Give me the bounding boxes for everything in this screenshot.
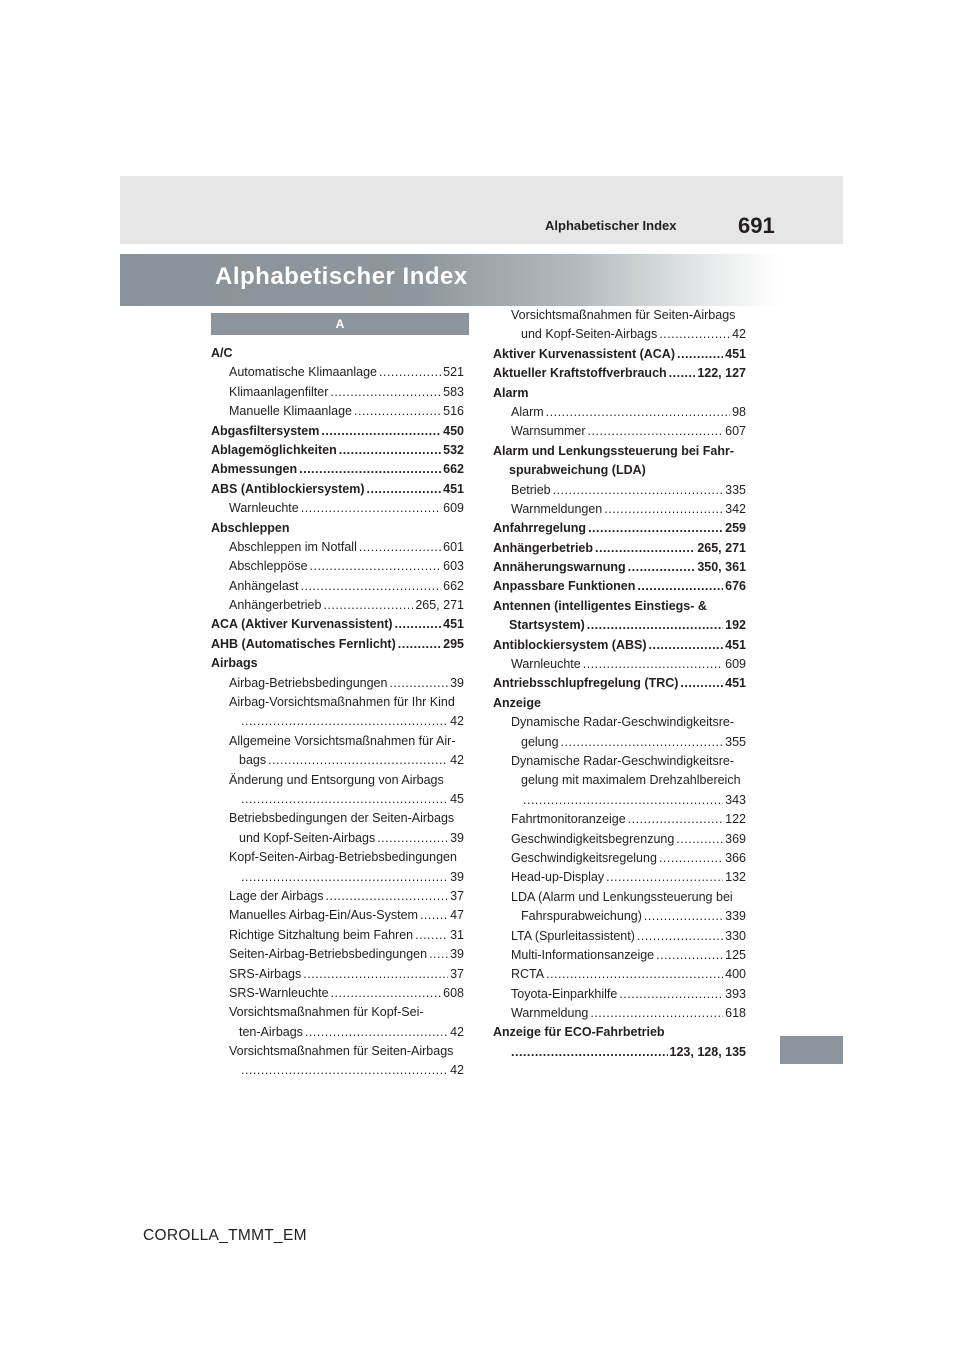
index-entry-page[interactable]: 450 — [443, 423, 464, 438]
index-entry-text: Vorsichtsmaßnahmen für Seiten-Airbags — [511, 308, 736, 322]
index-entry — [493, 1023, 746, 1042]
index-entry-text: Abschleppen — [211, 520, 290, 535]
index-entry — [211, 887, 464, 906]
index-entry-page[interactable]: 451 — [443, 481, 464, 496]
dot-leader — [649, 636, 724, 655]
dot-leader — [644, 907, 723, 926]
dot-leader — [606, 868, 723, 887]
index-entry-text: Geschwindigkeitsbegrenzung — [511, 831, 675, 846]
index-entry-page[interactable]: 42 — [450, 1063, 464, 1078]
index-entry — [493, 907, 746, 926]
index-entry-page[interactable]: 662 — [443, 578, 464, 593]
index-entry-text: Warnsummer — [511, 424, 586, 439]
dot-leader — [588, 519, 723, 538]
dot-leader — [398, 635, 441, 654]
index-entry — [493, 597, 746, 616]
index-entry-text: Alarm und Lenkungssteuerung bei Fahr- — [493, 443, 734, 458]
index-entry-page[interactable]: 583 — [443, 384, 464, 399]
index-entry-page[interactable]: 451 — [725, 676, 746, 691]
index-entry-text: Lage der Airbags — [229, 888, 324, 903]
index-entry-text: Abschleppöse — [229, 559, 308, 574]
dot-leader — [590, 1004, 723, 1023]
dot-leader — [553, 481, 724, 500]
index-entry-text: Antiblockiersystem (ABS) — [493, 637, 647, 652]
index-entry — [211, 809, 464, 828]
dot-leader — [301, 577, 442, 596]
index-entry — [493, 868, 746, 887]
dot-leader — [305, 1023, 448, 1042]
index-entry — [211, 906, 464, 925]
index-entry — [211, 771, 464, 790]
index-entry — [493, 1043, 746, 1062]
index-entry — [211, 945, 464, 964]
index-entry — [493, 325, 746, 344]
index-entry — [493, 519, 746, 538]
index-entry-page[interactable]: 339 — [725, 909, 746, 924]
index-entry — [211, 965, 464, 984]
index-entry-text: und Kopf-Seiten-Airbags — [239, 830, 376, 845]
index-entry-text: bags — [239, 753, 267, 768]
header-section-title: Alphabetischer Index — [545, 218, 677, 233]
index-entry-text: Warnmeldungen — [511, 501, 603, 516]
dot-leader — [546, 403, 730, 422]
index-entry — [211, 441, 464, 460]
page-title: Alphabetischer Index — [215, 263, 468, 290]
dot-leader — [310, 557, 442, 576]
index-entry — [493, 752, 746, 771]
dot-leader — [395, 615, 442, 634]
dot-leader — [546, 965, 723, 984]
index-entry — [493, 558, 746, 577]
index-entry-text: Head-up-Display — [511, 870, 605, 885]
index-entry-page[interactable]: 618 — [725, 1006, 746, 1021]
dot-leader — [511, 1043, 668, 1062]
index-entry-page[interactable]: 603 — [443, 559, 464, 574]
index-entry-text: Dynamische Radar-Geschwindigkeitsre- — [511, 753, 734, 768]
index-entry-text: ACA (Aktiver Kurvenassistent) — [211, 617, 393, 632]
index-entry — [211, 615, 464, 634]
index-entry-text: Warnmeldung — [511, 1006, 589, 1021]
index-entry-text: Fahrspurabweichung) — [521, 909, 642, 924]
index-entry-text: Allgemeine Vorsichtsmaßnahmen für Air- — [229, 733, 456, 748]
index-entry — [493, 965, 746, 984]
index-entry — [493, 771, 746, 790]
index-entry-text: Betriebsbedingungen der Seiten-Airbags — [229, 811, 455, 826]
index-entry-text: Airbags — [211, 656, 258, 671]
index-entry — [493, 539, 746, 558]
index-entry — [211, 635, 464, 654]
index-entry-text: Seiten-Airbag-Betriebsbedingungen — [229, 947, 428, 962]
dot-leader — [676, 830, 723, 849]
index-entry-text: Abgasfiltersystem — [211, 423, 320, 438]
dot-leader — [301, 499, 441, 518]
index-entry-page[interactable]: 125 — [725, 947, 746, 962]
index-entry-page[interactable]: 609 — [443, 501, 464, 516]
dot-leader — [561, 733, 724, 752]
index-entry-text: Annäherungswarnung — [493, 560, 626, 575]
index-entry — [211, 790, 464, 809]
dot-leader — [628, 810, 723, 829]
dot-leader — [659, 849, 723, 868]
index-entry-page[interactable]: 451 — [725, 637, 746, 652]
index-entry-text: Manuelles Airbag-Ein/Aus-System — [229, 908, 418, 923]
index-entry-page[interactable]: 265, 271 — [697, 540, 746, 555]
index-entry-text: Warnleuchte — [229, 501, 299, 516]
index-entry — [493, 830, 746, 849]
index-entry — [211, 519, 464, 538]
index-entry-page[interactable]: 516 — [443, 404, 464, 419]
dot-leader — [389, 674, 448, 693]
dot-leader — [677, 345, 723, 364]
dot-leader — [339, 441, 441, 460]
index-entry-text: Anzeige — [493, 695, 541, 710]
index-entry — [211, 344, 464, 363]
index-entry-page[interactable]: 335 — [725, 482, 746, 497]
index-entry — [211, 712, 464, 731]
index-entry-text: Antennen (intelligentes Einstiegs- & — [493, 598, 707, 613]
index-entry — [211, 577, 464, 596]
index-entry-text: Anzeige für ECO-Fahrbetrieb — [493, 1025, 665, 1040]
index-column-left — [211, 344, 464, 1081]
chapter-tab — [780, 1036, 843, 1064]
index-entry-text: AHB (Automatisches Fernlicht) — [211, 636, 396, 651]
index-entry-text: Anpassbare Funktionen — [493, 579, 636, 594]
index-entry — [211, 422, 464, 441]
index-entry — [211, 654, 464, 673]
index-entry — [211, 868, 464, 887]
index-entry-text: LTA (Spurleitassistent) — [511, 928, 635, 943]
index-entry — [211, 1023, 464, 1042]
index-entry-text: Klimaanlagenfilter — [229, 384, 329, 399]
index-entry-page[interactable]: 31 — [450, 927, 464, 942]
dot-leader — [241, 790, 448, 809]
index-entry-page[interactable]: 601 — [443, 539, 464, 554]
index-entry — [211, 1042, 464, 1061]
dot-leader — [359, 538, 441, 557]
index-entry — [211, 363, 464, 382]
index-entry — [493, 694, 746, 713]
index-entry — [493, 306, 746, 325]
index-entry — [493, 500, 746, 519]
index-entry — [493, 849, 746, 868]
index-entry-text: Vorsichtsmaßnahmen für Kopf-Sei- — [229, 1005, 424, 1020]
index-entry — [493, 345, 746, 364]
index-entry — [493, 461, 746, 480]
index-entry — [493, 713, 746, 732]
index-entry — [211, 732, 464, 751]
dot-leader — [303, 965, 448, 984]
title-band — [120, 254, 780, 306]
index-entry-page[interactable]: 369 — [725, 831, 746, 846]
index-entry-page[interactable]: 123, 128, 135 — [669, 1044, 746, 1059]
index-entry-page[interactable]: 42 — [450, 1024, 464, 1039]
index-entry-text: und Kopf-Seiten-Airbags — [521, 327, 658, 342]
index-entry-text: RCTA — [511, 967, 545, 982]
index-entry-page[interactable]: 295 — [443, 636, 464, 651]
dot-leader — [669, 364, 696, 383]
index-entry-text: ten-Airbags — [239, 1024, 303, 1039]
dot-leader — [420, 906, 448, 925]
dot-leader — [587, 616, 723, 635]
index-entry — [211, 751, 464, 770]
index-entry — [211, 480, 464, 499]
index-entry-page[interactable]: 355 — [725, 734, 746, 749]
dot-leader — [595, 539, 695, 558]
index-entry — [493, 481, 746, 500]
index-entry-text: Alarm — [511, 404, 544, 419]
index-entry-text: gelung — [521, 734, 559, 749]
index-entry-text: Multi-Informationsanzeige — [511, 947, 655, 962]
index-entry-page[interactable]: 42 — [732, 327, 746, 342]
index-entry-text: Manuelle Klimaanlage — [229, 404, 352, 419]
index-entry-page[interactable]: 122, 127 — [697, 366, 746, 381]
index-entry — [493, 1004, 746, 1023]
index-entry — [211, 984, 464, 1003]
footer-doc-code: COROLLA_TMMT_EM — [143, 1227, 307, 1244]
letter-section-header: A — [211, 313, 469, 335]
index-entry-text: ABS (Antiblockiersystem) — [211, 481, 365, 496]
index-entry-text: Anhängelast — [229, 578, 299, 593]
index-entry-page[interactable]: 608 — [443, 985, 464, 1000]
index-entry — [211, 674, 464, 693]
index-entry-page[interactable]: 366 — [725, 850, 746, 865]
dot-leader — [637, 927, 723, 946]
index-entry — [211, 557, 464, 576]
index-entry-page[interactable]: 39 — [450, 830, 464, 845]
index-entry-page[interactable]: 37 — [450, 888, 464, 903]
index-entry-text: Vorsichtsmaßnahmen für Seiten-Airbags — [229, 1044, 454, 1059]
index-entry-page[interactable]: 45 — [450, 791, 464, 806]
index-entry — [493, 577, 746, 596]
dot-leader — [241, 868, 448, 887]
index-entry — [211, 1061, 464, 1080]
dot-leader — [523, 791, 723, 810]
header-bar — [120, 176, 843, 244]
index-entry-text: SRS-Warnleuchte — [229, 985, 329, 1000]
index-entry-page[interactable]: 532 — [443, 442, 464, 457]
dot-leader — [604, 500, 723, 519]
index-entry-page[interactable]: 39 — [450, 947, 464, 962]
dot-leader — [299, 460, 441, 479]
index-entry-page[interactable]: 98 — [732, 404, 746, 419]
index-entry-text: Antriebsschlupfregelung (TRC) — [493, 676, 679, 691]
dot-leader — [659, 325, 730, 344]
page-number: 691 — [738, 213, 775, 238]
dot-leader — [323, 596, 413, 615]
index-entry-text: Dynamische Radar-Geschwindigkeitsre- — [511, 715, 734, 730]
dot-leader — [331, 984, 442, 1003]
index-entry — [493, 810, 746, 829]
index-entry-text: Anhängerbetrieb — [229, 598, 322, 613]
index-entry-page[interactable]: 451 — [725, 346, 746, 361]
index-entry — [493, 422, 746, 441]
index-entry-text: Airbag-Betriebsbedingungen — [229, 675, 388, 690]
index-entry-text: Ablagemöglichkeiten — [211, 442, 337, 457]
dot-leader — [628, 558, 696, 577]
index-entry-page[interactable]: 330 — [725, 928, 746, 943]
index-entry-text: gelung mit maximalem Drehzahlbereich — [521, 773, 741, 788]
index-entry-text: LDA (Alarm und Lenkungssteuerung bei — [511, 889, 733, 904]
dot-leader — [321, 422, 441, 441]
index-entry-text: Warnleuchte — [511, 657, 581, 672]
index-column-right — [493, 306, 746, 1062]
index-entry-text: Automatische Klimaanlage — [229, 365, 377, 380]
index-entry-page[interactable]: 39 — [450, 869, 464, 884]
index-entry — [211, 848, 464, 867]
index-entry — [211, 383, 464, 402]
index-entry — [493, 364, 746, 383]
index-entry-page[interactable]: 607 — [725, 424, 746, 439]
index-entry — [493, 384, 746, 403]
index-entry — [211, 829, 464, 848]
index-entry-text: Änderung und Entsorgung von Airbags — [229, 772, 444, 787]
index-entry — [211, 596, 464, 615]
index-entry-page[interactable]: 132 — [725, 870, 746, 885]
index-entry — [493, 791, 746, 810]
index-entry-text: Alarm — [493, 385, 529, 400]
dot-leader — [680, 674, 723, 693]
index-entry-page[interactable]: 42 — [450, 714, 464, 729]
index-entry-page[interactable]: 42 — [450, 753, 464, 768]
dot-leader — [241, 712, 448, 731]
index-entry-text: Geschwindigkeitsregelung — [511, 850, 657, 865]
index-entry — [493, 655, 746, 674]
index-entry-page[interactable]: 39 — [450, 675, 464, 690]
index-entry — [211, 926, 464, 945]
dot-leader — [367, 480, 442, 499]
index-entry-text: Anhängerbetrieb — [493, 540, 594, 555]
index-entry — [493, 442, 746, 461]
dot-leader — [268, 751, 448, 770]
index-entry — [493, 636, 746, 655]
index-entry — [211, 1003, 464, 1022]
index-entry — [493, 733, 746, 752]
dot-leader — [429, 945, 448, 964]
dot-leader — [588, 422, 724, 441]
index-entry-text: Abmessungen — [211, 462, 298, 477]
index-entry-text: A/C — [211, 346, 233, 360]
dot-leader — [415, 926, 448, 945]
index-entry-page[interactable]: 37 — [450, 966, 464, 981]
index-entry-page[interactable]: 350, 361 — [697, 560, 746, 575]
index-entry-text: Aktueller Kraftstoffverbrauch — [493, 366, 667, 381]
index-entry-text: spurabweichung (LDA) — [509, 463, 646, 478]
index-entry-text: Aktiver Kurvenassistent (ACA) — [493, 346, 675, 361]
index-entry — [493, 927, 746, 946]
index-entry-page[interactable]: 609 — [725, 657, 746, 672]
index-entry-text: Richtige Sitzhaltung beim Fahren — [229, 927, 414, 942]
index-entry — [211, 538, 464, 557]
dot-leader — [330, 383, 441, 402]
index-entry-page[interactable]: 192 — [725, 618, 746, 633]
index-entry-page[interactable]: 342 — [725, 501, 746, 516]
index-entry — [493, 674, 746, 693]
index-entry-text: SRS-Airbags — [229, 966, 302, 981]
index-entry-text: Anfahrregelung — [493, 521, 587, 536]
dot-leader — [354, 402, 441, 421]
dot-leader — [241, 1061, 448, 1080]
index-entry-page[interactable]: 393 — [725, 986, 746, 1001]
dot-leader — [619, 985, 723, 1004]
index-entry-page[interactable]: 47 — [450, 908, 464, 923]
dot-leader — [656, 946, 723, 965]
index-entry-page[interactable]: 676 — [725, 579, 746, 594]
index-entry-text: Fahrtmonitoranzeige — [511, 812, 626, 827]
index-entry — [211, 402, 464, 421]
index-entry — [493, 985, 746, 1004]
dot-leader — [637, 577, 723, 596]
index-entry-page[interactable]: 400 — [725, 967, 746, 982]
index-entry-page[interactable]: 259 — [725, 521, 746, 536]
index-entry — [493, 888, 746, 907]
index-entry-text: Airbag-Vorsichtsmaßnahmen für Ihr Kind — [229, 695, 455, 710]
index-entry-text: Abschleppen im Notfall — [229, 539, 357, 554]
index-entry — [493, 946, 746, 965]
index-entry — [493, 403, 746, 422]
index-entry-page[interactable]: 662 — [443, 462, 464, 477]
index-entry-page[interactable]: 122 — [725, 812, 746, 827]
index-entry-text: Kopf-Seiten-Airbag-Betriebsbedingungen — [229, 850, 457, 865]
index-entry — [211, 693, 464, 712]
dot-leader — [377, 829, 448, 848]
index-entry-page[interactable]: 521 — [443, 365, 464, 380]
index-entry-page[interactable]: 451 — [443, 617, 464, 632]
index-entry-text: Betrieb — [511, 482, 551, 497]
index-entry-text: Startsystem) — [509, 618, 585, 633]
index-entry — [211, 499, 464, 518]
dot-leader — [379, 363, 441, 382]
index-entry — [211, 460, 464, 479]
index-entry-page[interactable]: 265, 271 — [415, 598, 464, 613]
index-entry-text: Toyota-Einparkhilfe — [511, 986, 618, 1001]
index-entry-page[interactable]: 343 — [725, 792, 746, 807]
index-entry — [493, 616, 746, 635]
dot-leader — [583, 655, 723, 674]
dot-leader — [326, 887, 449, 906]
